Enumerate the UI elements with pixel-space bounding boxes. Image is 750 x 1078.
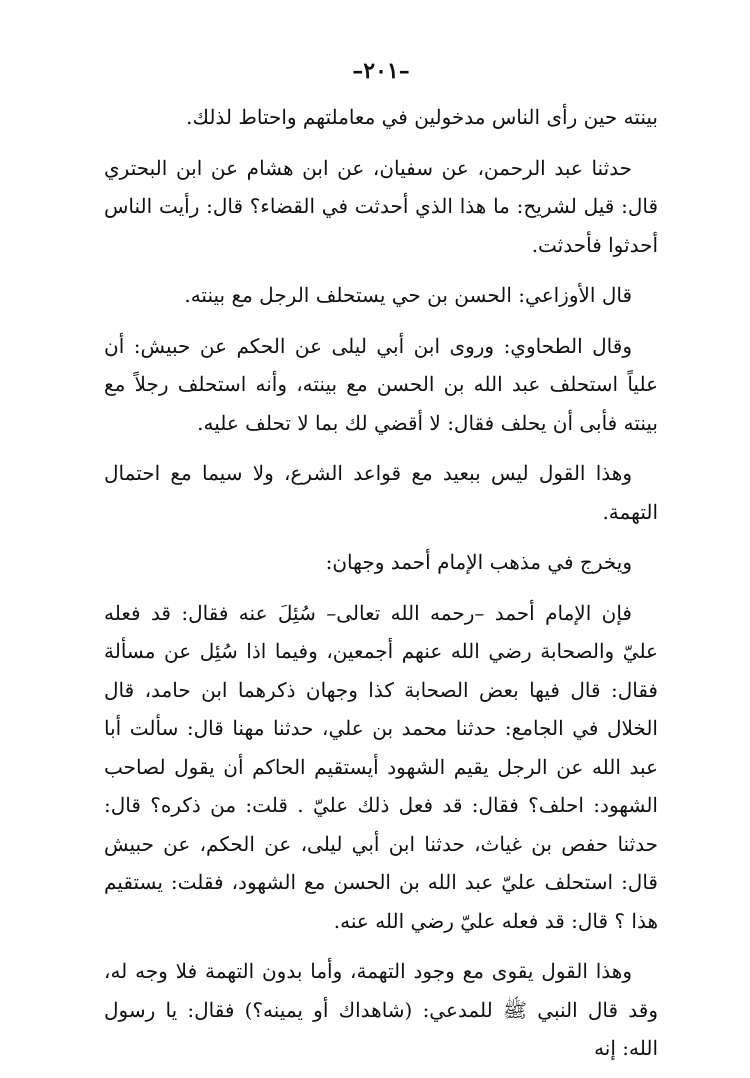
paragraph: وقال الطحاوي: وروى ابن أبي ليلى عن الحكم عن حبيش: أن علياً استحلف عبد الله بن الحسن مع بينته، وأنه استحلف رجلاً مع بينته فأبى أن يحلف فقال: لا أقضي لك بما لا تحلف عليه. xyxy=(104,333,658,435)
paragraph: وهذا القول ليس ببعيد مع قواعد الشرع، ولا سيما مع احتمال التهمة. xyxy=(104,461,658,524)
paragraph: وهذا القول يقوى مع وجود التهمة، وأما بدون التهمة فلا وجه له، وقد قال النبي ﷺ للمدعي: (شاهداك أو يمينه؟) فقال: يا رسول الله: إنه xyxy=(104,959,658,1060)
paragraph: بينته حين رأى الناس مدخولين في معاملتهم واحتاط لذلك. xyxy=(186,105,658,129)
paragraph: حدثنا عبد الرحمن، عن سفيان، عن ابن هشام عن ابن البحتري قال: قيل لشريح: ما هذا الذي أحدثت في القضاء؟ قال: رأيت الناس أحدثوا فأحدثت. xyxy=(104,155,658,257)
body-text xyxy=(104,98,658,1068)
paragraph: قال الأوزاعي: الحسن بن حي يستحلف الرجل مع بينته. xyxy=(184,283,632,307)
page-number: –٢٠١– xyxy=(352,58,410,84)
paragraph: فإن الإمام أحمد –رحمه الله تعالى– سُئِلَ عنه فقال: قد فعله عليّ والصحابة رضي الله عنهم أجمعين، وفيما اذا سُئِل عن مسألة فقال: قال فيها بعض الصحابة كذا وجهان ذكرهما ابن حامد، قال الخلال في الجامع: حدثنا محمد بن علي، حدثنا مهنا قال: سألت أبا عبد الله عن الرجل يقيم الشهود أيستقيم الحاكم أن يقول لصاحب الشهود: احلف؟ فقال: قد فعل ذلك عليّ . قلت: من ذكره؟ قال: حدثنا حفص بن غياث، حدثنا ابن أبي ليلى، عن الحكم، عن حبيش قال: استحلف عليّ عبد الله بن الحسن مع الشهود، فقلت: يستقيم هذا ؟ قال: قد فعله عليّ رضي الله عنه. xyxy=(104,600,658,933)
paragraph: ويخرج في مذهب الإمام أحمد وجهان: xyxy=(325,550,632,574)
